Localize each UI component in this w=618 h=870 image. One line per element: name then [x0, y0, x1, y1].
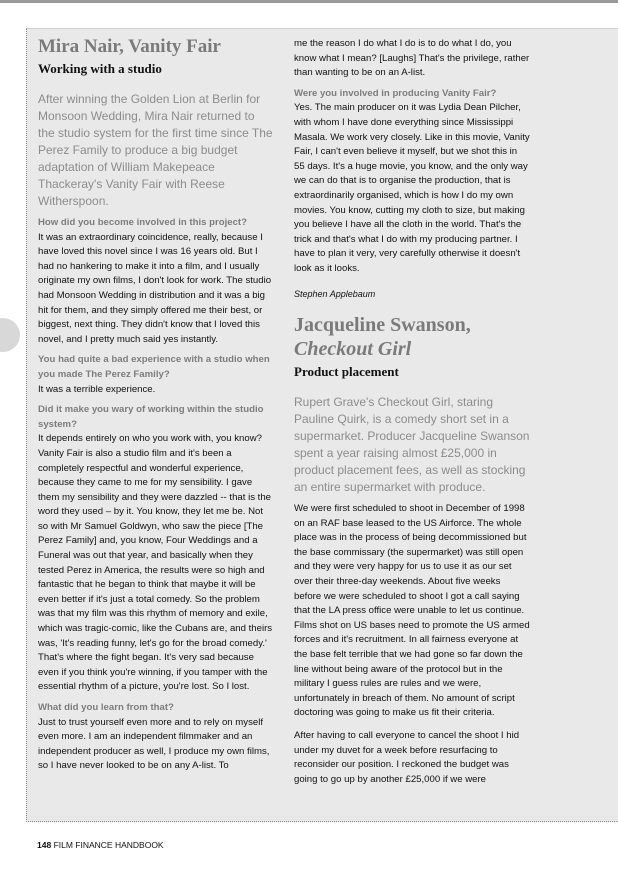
answer: It depends entirely on who you work with, you know? Vanity Fair is also a studio film and it's been a completely respectful and wonderful experience, because they came to me for my sensibility. I gave them my sensibility and they were dazzled -- that is the word they used – by it. You know, they let me be. Not so with Mr Samuel Goldwyn, who saw the piece [The Perez Family] and, you know, Four Weddings and a Funeral was out that year, and basically when they tested Perez in America, the results were so high and fantastic that he began to think that maybe it will be even better if it's just a total comedy. So the problem was that my film was this rhythm of memory and exile, which was tragic-comic, like the Cubans are, and theirs was, 'It's reading funny, let's go for the broad comedy.' That's where the fight began. It's very sad because even if you think you're winning, if you tamper with the essential rhythm of a picture, you're lost. So I lost. [38, 433, 273, 693]
page-number: 148 [37, 840, 52, 850]
left-column [38, 36, 274, 774]
body-paragraph: After having to call everyone to cancel the shoot I hid under my duvet for a week before resurfacing to reconsider our position. I reckoned the budget was going to go up by another £25,000 if we were [294, 730, 520, 785]
book-title: FILM FINANCE HANDBOOK [53, 840, 164, 850]
answer-continuation: me the reason I do what I do is to do what I do, you know what I mean? [Laughs] That's the privilege, rather than wanting to be on an A-list. [294, 38, 530, 79]
article-subtitle-product-placement: Product placement [294, 364, 399, 380]
intro-paragraph: Rupert Grave's Checkout Girl, staring Pauline Quirk, is a comedy short set in a supermarket. Producer Jacqueline Swanson spent a year raising almost £25,000 in product placement fees, as well as stocking an entire supermarket with produce. [294, 395, 530, 495]
answer: It was an extraordinary coincidence, really, because I have loved this novel since I was 16 years old. But I had no hankering to make it into a film, and I usually originate my own films, I don't look for work. The studio had Monsoon Wedding in distribution and it was a big hit for them, and they simply offered me their best, or biggest, next thing. They didn't know that I loved this novel, and I pretty much said yes instantly. [38, 231, 272, 345]
answer: Yes. The main producer on it was Lydia Dean Pilcher, with whom I have done everything since Mississippi Masala. We work very closely. Like in this movie, Vanity Fair, I can't even believe it myself, but we shot this in 55 days. It's a huge movie, you know, and the only way we can do that is to organise the production, that is extraordinarily organised, which is how I do my own movies. You know, cutting my cloth to size, but making you believe I have all the cloth in the world. That's the trick and that's what I do with my producing partner. I have to plan it very, very carefully otherwise it doesn't look as it looks. [294, 102, 530, 274]
right-column [294, 37, 530, 795]
page-footer [37, 840, 164, 850]
article-title-mira-nair: Mira Nair, Vanity Fair [38, 36, 221, 57]
title-film: Checkout Girl [294, 338, 412, 361]
byline: Stephen Applebaum [294, 288, 376, 299]
question: How did you become involved in this project? [38, 217, 247, 228]
question: What did you learn from that? [38, 702, 174, 713]
title-name: Jacqueline Swanson, [294, 314, 471, 337]
question: Did it make you wary of working within the studio system? [38, 404, 264, 430]
page-edge-tab [0, 318, 20, 352]
answer: Just to trust yourself even more and to rely on myself even more. I am an independent filmmaker and an independent producer as well, I produce my own films, so I have never looked to be on any A-list. To [38, 716, 270, 772]
question: You had quite a bad experience with a studio when you made The Perez Family? [38, 354, 270, 380]
body-paragraph: We were first scheduled to shoot in December of 1998 on an RAF base leased to the US Airforce. The whole place was in the process of being decommissioned but the base commissary (the supermarket) was still open and they were very happy for us to use it as our set over their three-day weekends. About five weeks before we were scheduled to shoot I got a call saying that the LA press office were unable to let us continue. Films shot on US bases need to promote the US armed forces and it's recruitment. In all fairness everyone at the base felt terrible that we had gone so far down the line without being aware of the protocol but in the military I guess rules are rules and we were, unfortunately in breach of them. No amount of script doctoring was going to make us fit their criteria. [294, 503, 530, 719]
top-border-strip [0, 0, 618, 3]
question: Were you involved in producing Vanity Fair? [294, 87, 497, 99]
answer: It was a terrible experience. [38, 383, 156, 395]
article-title-jacqueline-swanson [294, 313, 530, 361]
intro-paragraph: After winning the Golden Lion at Berlin for Monsoon Wedding, Mira Nair returned to the studio system for the first time since The Perez Family to produce a big budget adaptation of William Makepeace Thackeray's Vanity Fair with Reese Witherspoon. [38, 92, 273, 208]
article-subtitle-working-with-studio: Working with a studio [38, 61, 162, 76]
